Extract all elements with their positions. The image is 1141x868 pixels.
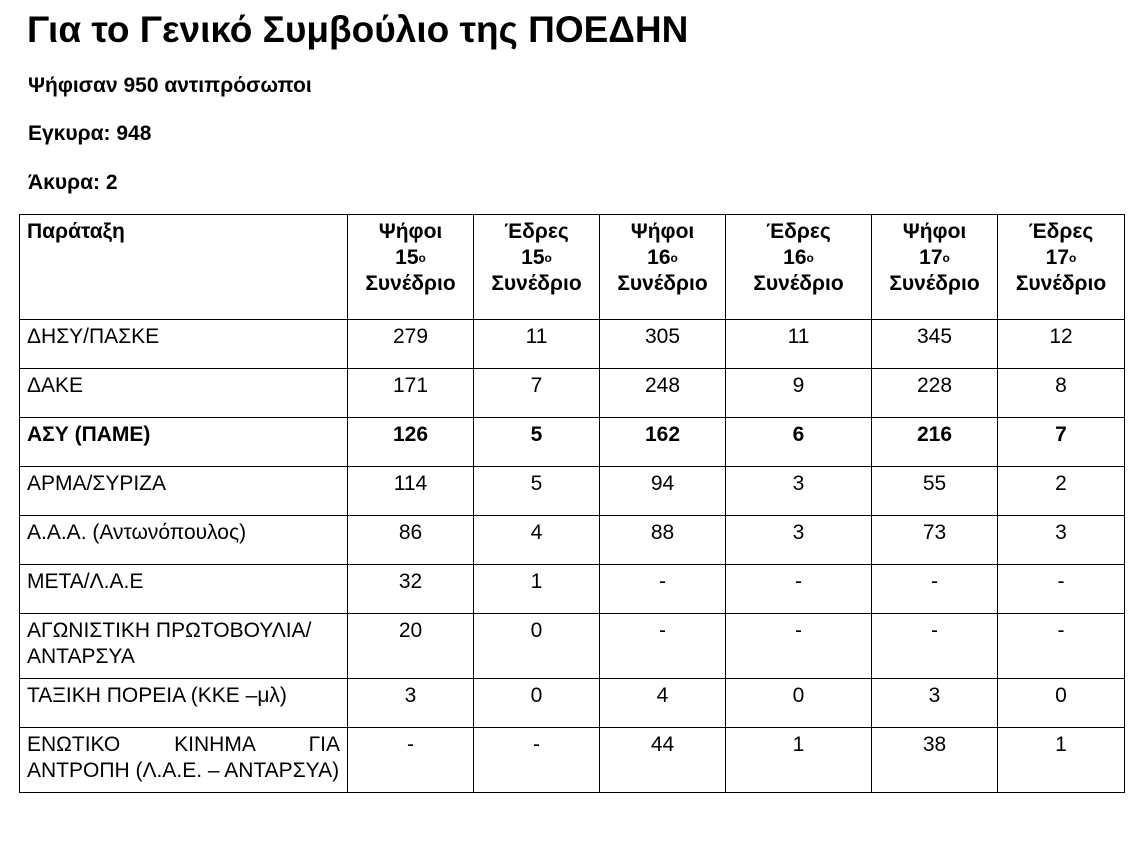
seats-16: 9 [726,369,872,418]
seats-15: 0 [474,614,600,679]
votes-15: 126 [348,418,474,467]
seats-17: - [998,565,1125,614]
votes-17: 3 [872,679,998,728]
votes-15: 20 [348,614,474,679]
seats-17: 2 [998,467,1125,516]
header-number: 17 [1045,246,1069,269]
seats-17: - [998,614,1125,679]
header-label: Παράταξη [27,220,125,243]
seats-17: 3 [998,516,1125,565]
header-seats-17 [998,215,1125,320]
party-name: ΑΓΩΝΙΣΤΙΚΗ ΠΡΩΤΟΒΟΥΛΙΑ/ΑΝΤΑΡΣΥΑ [20,614,348,679]
votes-17: - [872,614,998,679]
party-name: ΜΕΤΑ/Λ.Α.Ε [20,565,348,614]
header-sup: ο [942,251,950,265]
votes-16: 4 [600,679,726,728]
votes-15: 171 [348,369,474,418]
header-label: Έδρες [1028,220,1094,243]
seats-17: 1 [998,728,1125,793]
header-sup: ο [1069,251,1077,265]
header-sup: ο [806,251,814,265]
header-number: 17 [919,246,943,269]
header-label: Έδρες [766,220,831,243]
header-label: Ψήφοι [630,220,695,243]
seats-17: 12 [998,320,1125,369]
votes-17: - [872,565,998,614]
table-header-row [20,215,1125,320]
table-row [20,565,1125,614]
table-row [20,418,1125,467]
table-row [20,614,1125,679]
table-row [20,320,1125,369]
seats-15: - [474,728,600,793]
header-congress: Συνέδριο [889,272,980,295]
header-votes-15 [348,215,474,320]
votes-16: 162 [600,418,726,467]
table-row [20,679,1125,728]
header-congress: Συνέδριο [753,272,844,295]
votes-15: 3 [348,679,474,728]
header-seats-15 [474,215,600,320]
header-label: Έδρες [504,220,569,243]
party-name: ΑΣΥ (ΠΑΜΕ) [20,418,348,467]
votes-17: 55 [872,467,998,516]
table-row [20,467,1125,516]
votes-15: 86 [348,516,474,565]
seats-15: 5 [474,418,600,467]
header-party [20,215,348,320]
seats-16: - [726,565,872,614]
seats-16: 3 [726,467,872,516]
seats-16: - [726,614,872,679]
party-name: Α.Α.Α. (Αντωνόπουλος) [20,516,348,565]
header-congress: Συνέδριο [365,272,456,295]
seats-15: 0 [474,679,600,728]
seats-17: 7 [998,418,1125,467]
header-seats-16 [726,215,872,320]
header-congress: Συνέδριο [617,272,708,295]
header-votes-17 [872,215,998,320]
votes-15: 279 [348,320,474,369]
header-number: 16 [783,246,807,269]
votes-15: 32 [348,565,474,614]
votes-15: - [348,728,474,793]
header-label: Ψήφοι [378,220,443,243]
table-row [20,369,1125,418]
party-name: ΔΑΚΕ [20,369,348,418]
results-table [19,214,1125,793]
votes-15: 114 [348,467,474,516]
table-row [20,516,1125,565]
votes-16: 305 [600,320,726,369]
seats-15: 5 [474,467,600,516]
header-sup: ο [544,251,552,265]
seats-17: 8 [998,369,1125,418]
seats-17: 0 [998,679,1125,728]
party-name: ΤΑΞΙΚΗ ΠΟΡΕΙΑ (ΚΚΕ –μλ) [20,679,348,728]
votes-16: - [600,565,726,614]
seats-15: 4 [474,516,600,565]
table-row [20,728,1125,793]
invalid-count: Άκυρα: 2 [28,171,118,194]
votes-16: 44 [600,728,726,793]
header-number: 15 [395,246,419,269]
header-sup: ο [670,251,678,265]
votes-16: - [600,614,726,679]
header-label: Ψήφοι [902,220,967,243]
votes-17: 73 [872,516,998,565]
header-votes-16 [600,215,726,320]
page-title: Για το Γενικό Συμβούλιο της ΠΟΕΔΗΝ [27,9,689,50]
votes-17: 228 [872,369,998,418]
votes-16: 88 [600,516,726,565]
party-name: ΑΡΜΑ/ΣΥΡΙΖΑ [20,467,348,516]
seats-16: 1 [726,728,872,793]
seats-16: 11 [726,320,872,369]
seats-16: 6 [726,418,872,467]
party-name: ΔΗΣΥ/ΠΑΣΚΕ [20,320,348,369]
votes-17: 345 [872,320,998,369]
header-sup: ο [418,251,426,265]
votes-16: 248 [600,369,726,418]
header-congress: Συνέδριο [1015,272,1107,295]
valid-count: Εγκυρα: 948 [28,122,152,145]
votes-16: 94 [600,467,726,516]
header-congress: Συνέδριο [491,272,582,295]
votes-17: 216 [872,418,998,467]
seats-15: 1 [474,565,600,614]
seats-15: 7 [474,369,600,418]
seats-15: 11 [474,320,600,369]
seats-16: 3 [726,516,872,565]
header-number: 16 [647,246,671,269]
party-name: ΕΝΩΤΙΚΟ ΚΙΝΗΜΑ ΓΙΑ ΑΝΤΡΟΠΗ (Λ.Α.Ε. – ΑΝΤΑΡΣΥΑ) [20,728,348,793]
voted-count: Ψήφισαν 950 αντιπρόσωποι [28,74,312,97]
votes-17: 38 [872,728,998,793]
seats-16: 0 [726,679,872,728]
header-number: 15 [521,246,545,269]
